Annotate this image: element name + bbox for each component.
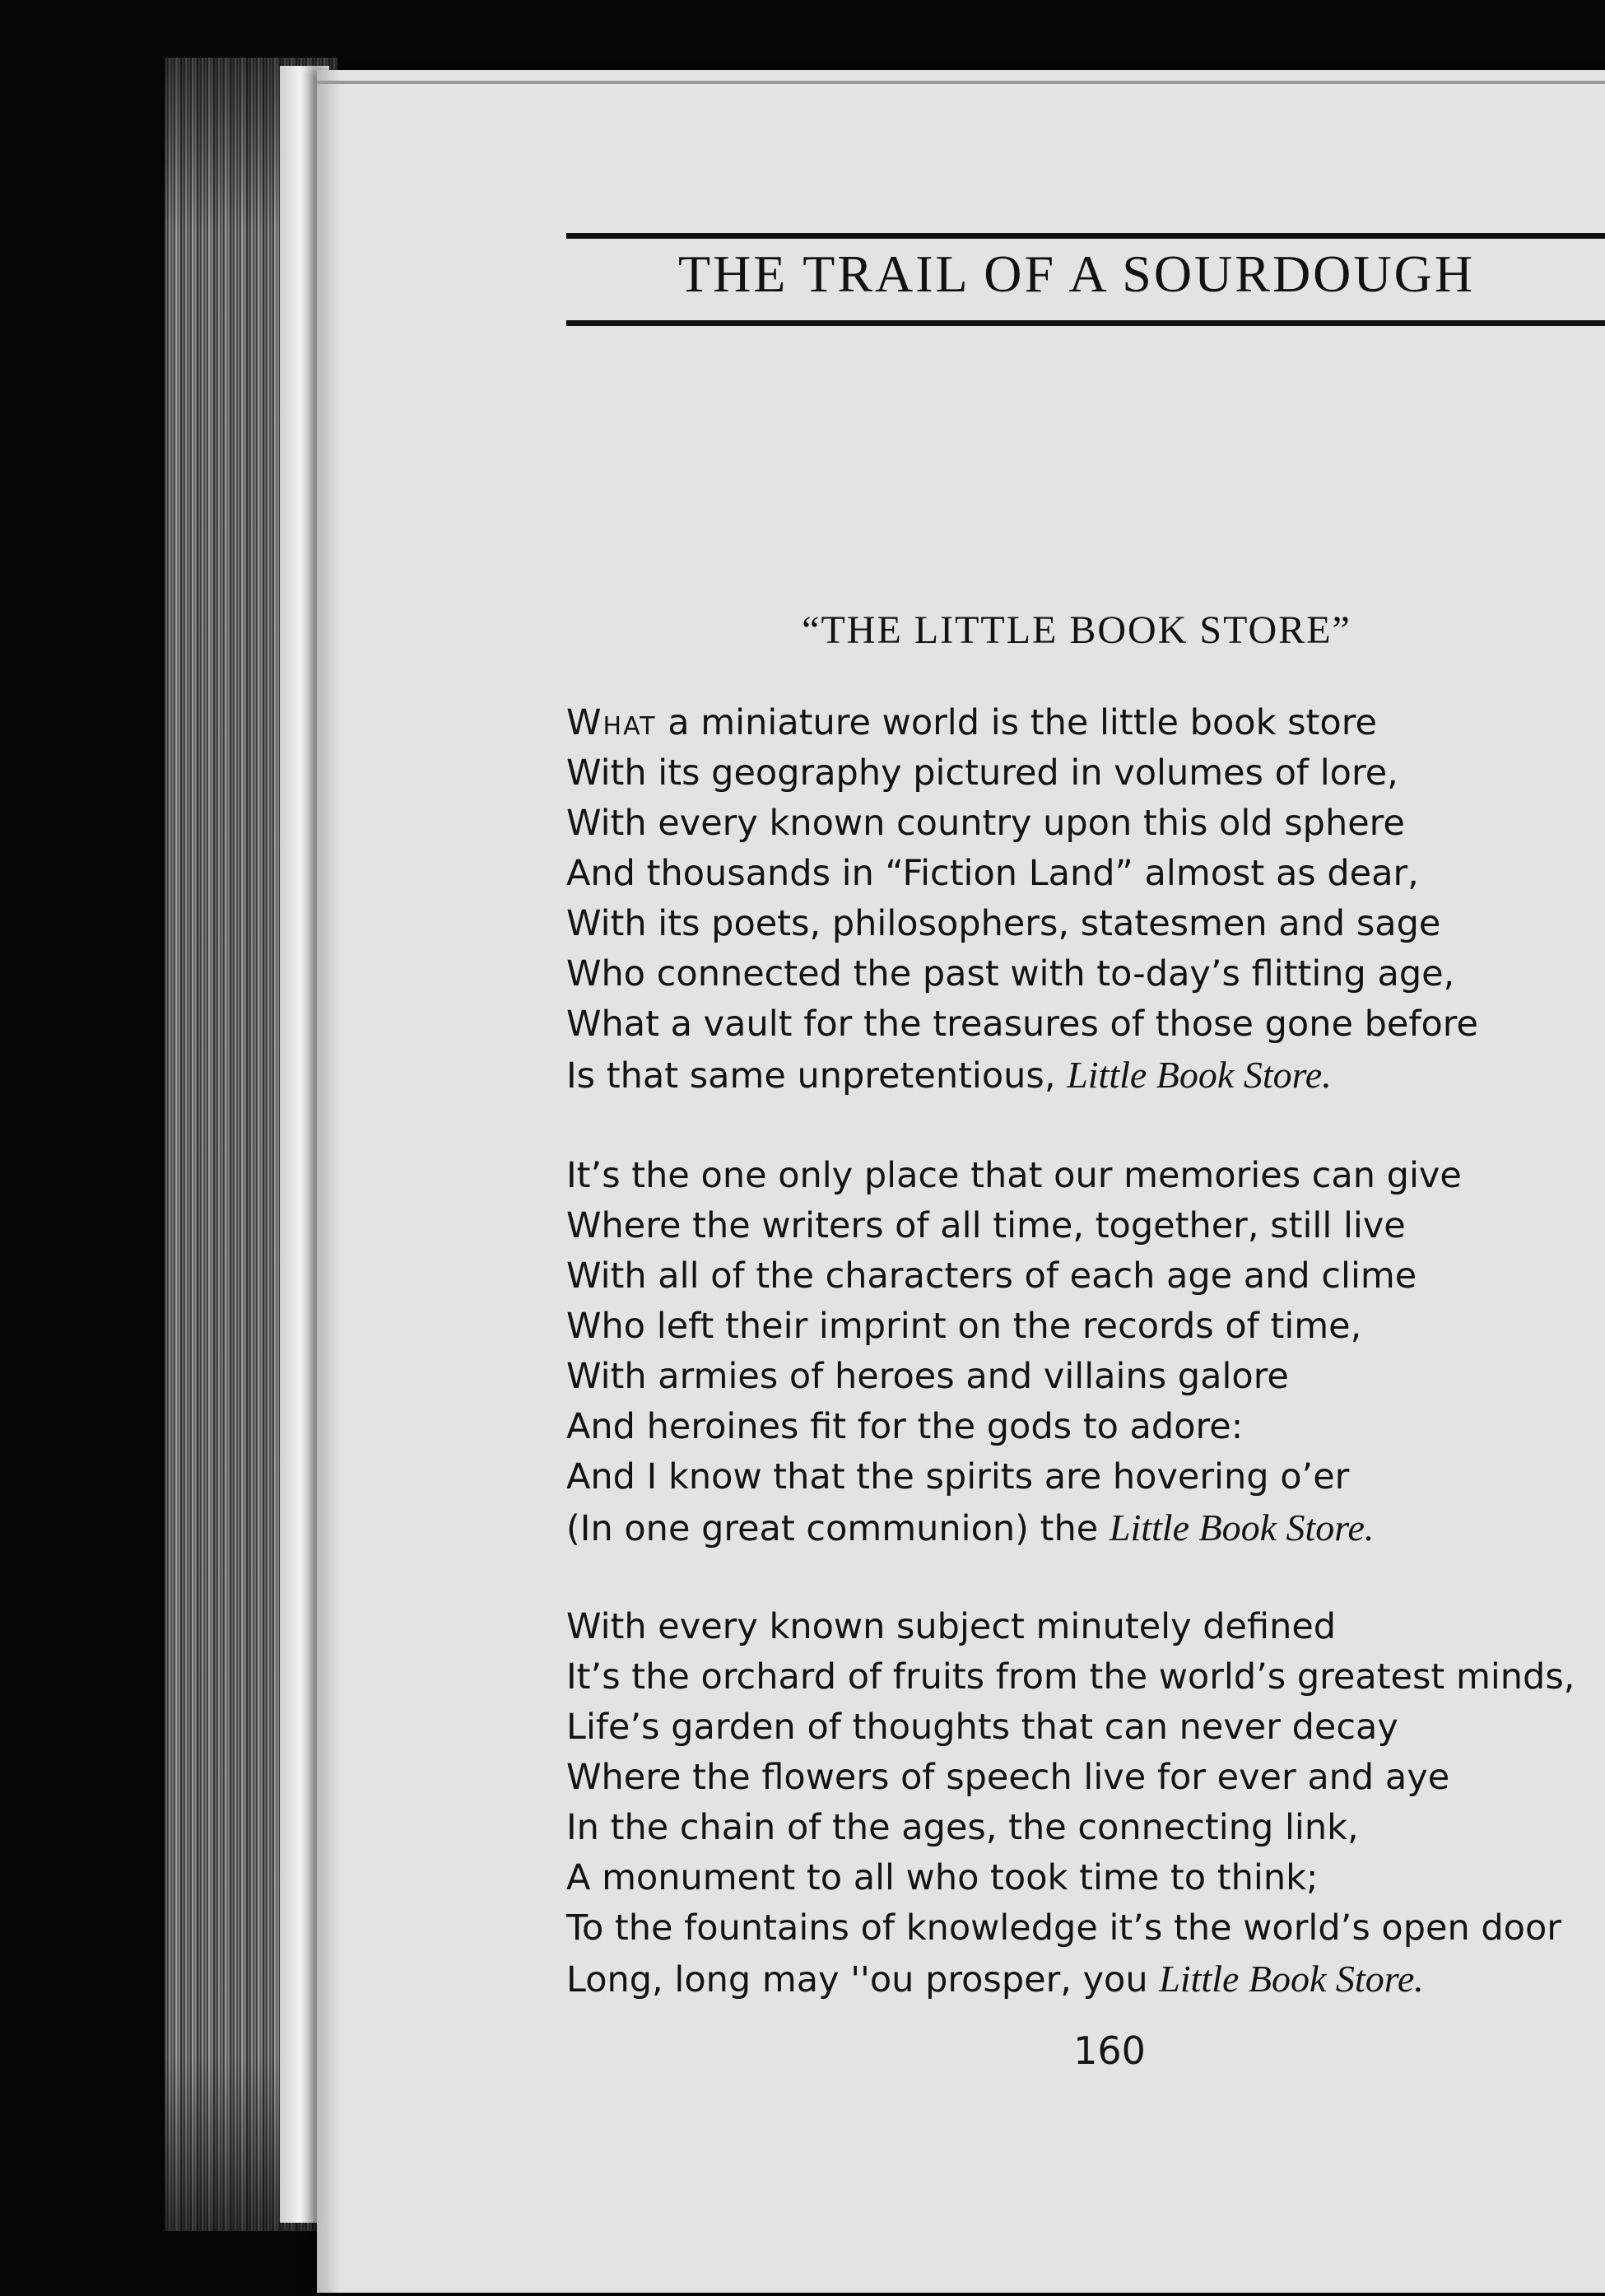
poem-title: “THE LITTLE BOOK STORE” — [802, 608, 1351, 652]
poem-line: With every known subject minutely defined — [566, 1606, 1337, 1647]
running-header: THE TRAIL OF A SOURDOUGH — [677, 245, 1476, 303]
poem-line: Where the writers of all time, together, still live — [566, 1205, 1406, 1246]
italic-title-reference: Little Book Store. — [1109, 1507, 1375, 1549]
poem-line: A monument to all who took time to think; — [566, 1857, 1319, 1898]
stanza-1 — [566, 698, 1605, 1100]
italic-title-reference: Little Book Store. — [1159, 1958, 1424, 2000]
small-caps-opening: What — [566, 702, 657, 743]
poem-line: With every known country upon this old sphere — [566, 803, 1405, 844]
line-text: a miniature world is the little book store — [656, 702, 1377, 743]
line-text: Long, long may ''ou prosper, you — [566, 1959, 1160, 2000]
poem-line: With all of the characters of each age and clime — [566, 1255, 1417, 1297]
line-text: (In one great communion) the — [566, 1508, 1110, 1549]
italic-title-reference: Little Book Store. — [1067, 1054, 1332, 1096]
poem-line: Where the flowers of speech live for ever and aye — [566, 1757, 1450, 1798]
poem-line — [566, 1954, 1605, 2004]
poem-line — [566, 1050, 1605, 1100]
page-top-border — [317, 81, 1605, 84]
poem-line: With its geography pictured in volumes of lore, — [566, 752, 1398, 794]
header-rule-bottom — [566, 320, 1605, 326]
poem-line: To the fountains of knowledge it’s the world’s open door — [566, 1907, 1561, 1949]
poem-line: With armies of heroes and villains galore — [566, 1356, 1289, 1397]
poem-line: Life’s garden of thoughts that can never decay — [566, 1707, 1398, 1748]
poem-line: Who connected the past with to-day’s flitting age, — [566, 953, 1455, 994]
page-number: 160 — [1073, 2028, 1146, 2073]
poem-line: And I know that the spirits are hovering o’er — [566, 1456, 1350, 1497]
line-text: Is that same unpretentious, — [566, 1055, 1068, 1097]
header-rule-top — [566, 233, 1605, 239]
poem-line: It’s the one only place that our memories can give — [566, 1155, 1462, 1196]
poem-line: With its poets, philosophers, statesmen and sage — [566, 903, 1441, 944]
poem-line: In the chain of the ages, the connecting link, — [566, 1807, 1359, 1848]
poem-line — [566, 1502, 1605, 1553]
poem-line: Who left their imprint on the records of time, — [566, 1306, 1362, 1347]
stanza-2 — [566, 1151, 1605, 1553]
poem-line: What a vault for the treasures of those gone before — [566, 1004, 1478, 1045]
poem-line — [566, 698, 1605, 748]
poem-line: It’s the orchard of fruits from the world’s greatest minds, — [566, 1656, 1575, 1698]
stanza-3 — [566, 1602, 1605, 2004]
poem-line: And heroines fit for the gods to adore: — [566, 1406, 1244, 1447]
poem-line: And thousands in “Fiction Land” almost as dear, — [566, 853, 1419, 894]
